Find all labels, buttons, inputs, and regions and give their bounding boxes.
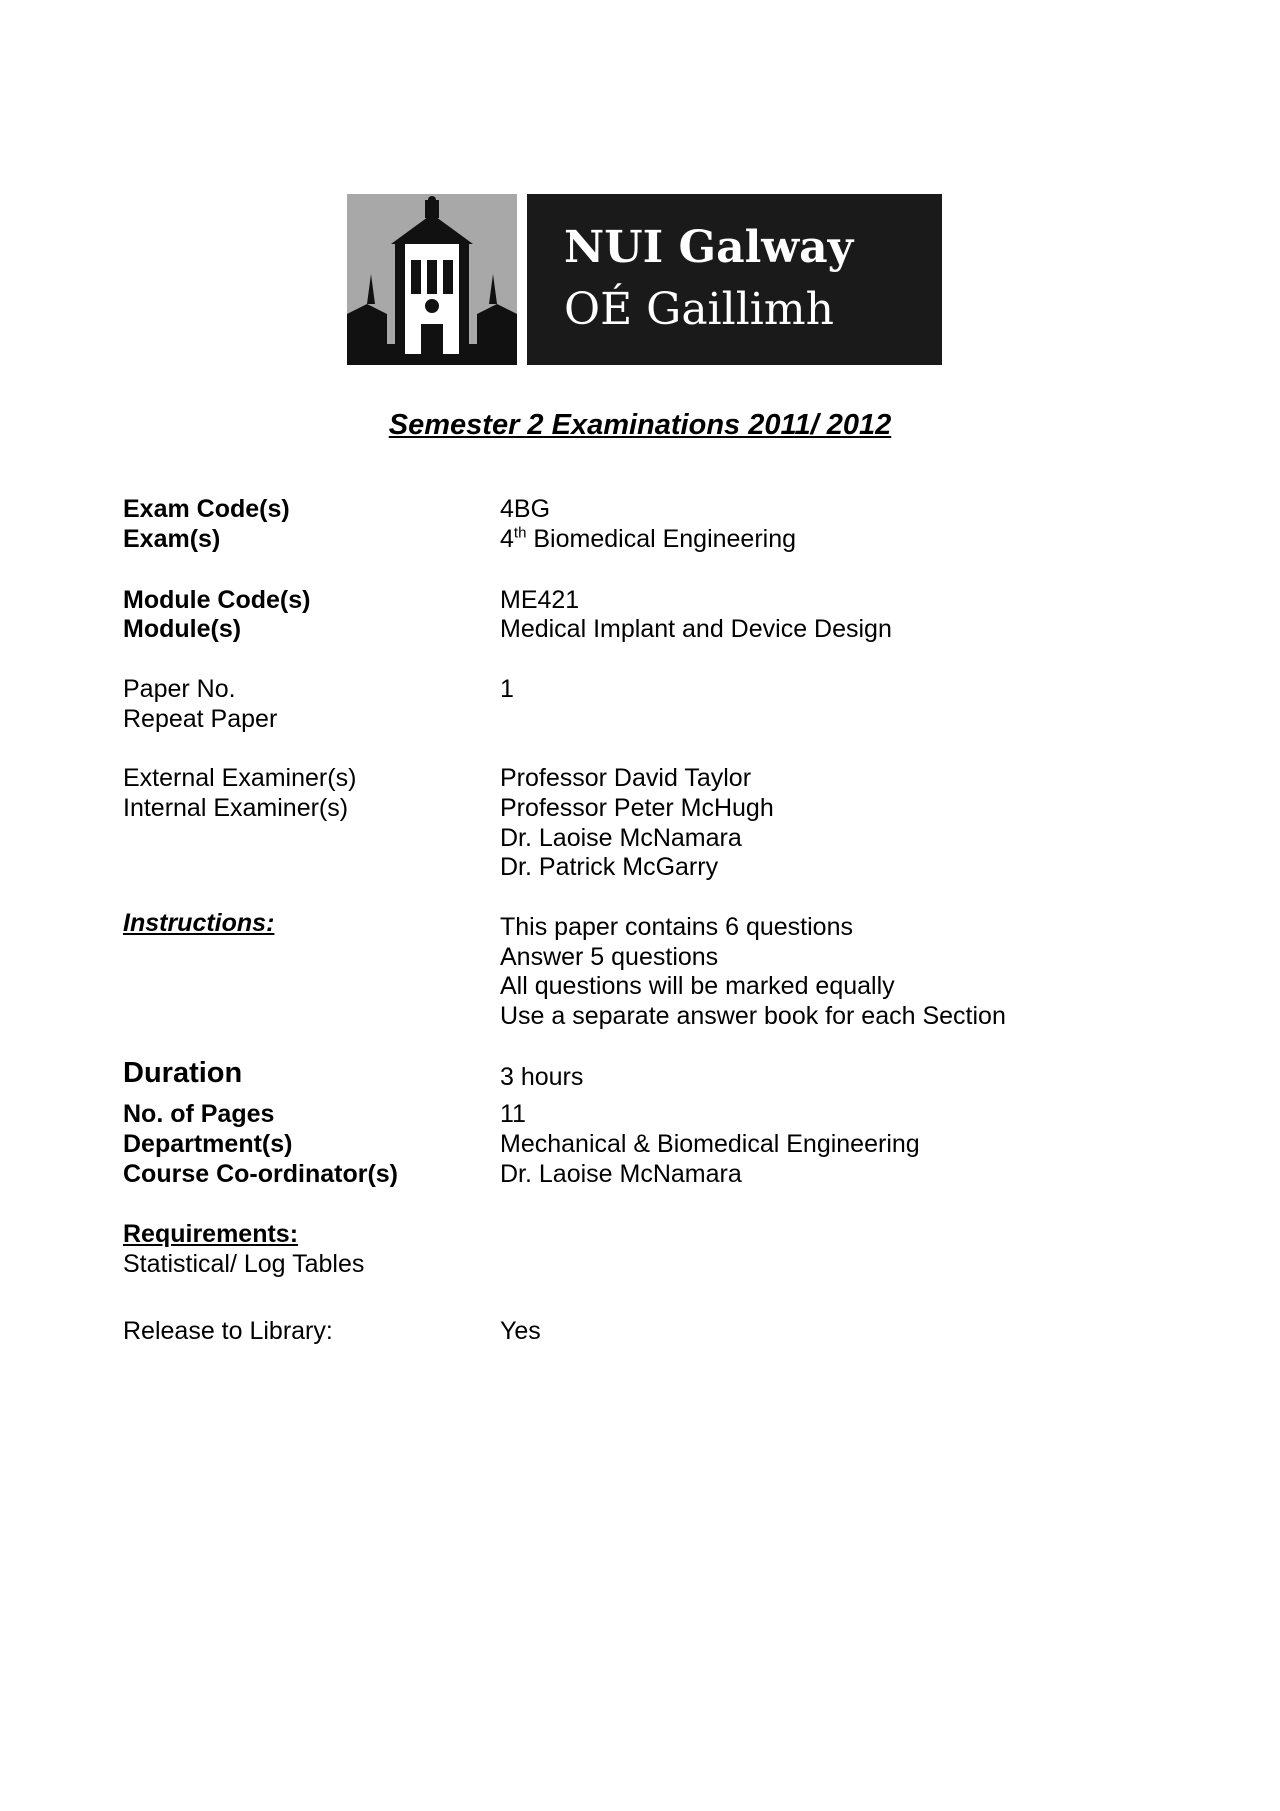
internal-examiner-2: Dr. Laoise McNamara	[500, 824, 742, 852]
module-codes-value: ME421	[500, 586, 580, 614]
exams-value	[500, 524, 796, 554]
course-coordinators-value: Dr. Laoise McNamara	[500, 1160, 742, 1188]
instruction-2: Answer 5 questions	[500, 943, 719, 971]
internal-examiner-1: Professor Peter McHugh	[500, 794, 774, 822]
instruction-4: Use a separate answer book for each Section	[500, 1002, 1006, 1030]
requirements-value: Statistical/ Log Tables	[123, 1250, 365, 1278]
paper-no-value: 1	[500, 675, 514, 703]
repeat-paper-label: Repeat Paper	[123, 705, 278, 733]
page-title: Semester 2 Examinations 2011/ 2012	[388, 409, 892, 441]
logo-line-2: OÉ Gaillimh	[564, 284, 834, 335]
requirements-label: Requirements:	[123, 1220, 299, 1248]
instruction-1: This paper contains 6 questions	[500, 913, 853, 941]
duration-label: Duration	[123, 1057, 243, 1089]
instruction-3: All questions will be marked equally	[500, 972, 895, 1000]
duration-value: 3 hours	[500, 1063, 584, 1091]
exams-value-number: 4	[500, 525, 514, 553]
exam-codes-value: 4BG	[500, 495, 551, 523]
exams-value-ordinal: th	[513, 524, 527, 542]
paper-no-label: Paper No.	[123, 675, 236, 703]
instructions-label: Instructions:	[123, 909, 275, 937]
tower-emblem-icon	[347, 194, 517, 365]
no-of-pages-value: 11	[500, 1100, 526, 1128]
internal-examiners-label: Internal Examiner(s)	[123, 794, 349, 822]
university-logo	[347, 194, 942, 365]
external-examiners-value: Professor David Taylor	[500, 764, 752, 792]
no-of-pages-label: No. of Pages	[123, 1100, 275, 1128]
departments-label: Department(s)	[123, 1130, 293, 1158]
exams-label: Exam(s)	[123, 525, 221, 553]
module-codes-label: Module Code(s)	[123, 586, 311, 614]
exams-value-rest: Biomedical Engineering	[526, 525, 797, 553]
modules-value: Medical Implant and Device Design	[500, 615, 892, 643]
departments-value: Mechanical & Biomedical Engineering	[500, 1130, 920, 1158]
exam-codes-label: Exam Code(s)	[123, 495, 290, 523]
release-to-library-value: Yes	[500, 1317, 541, 1345]
internal-examiner-3: Dr. Patrick McGarry	[500, 853, 719, 881]
course-coordinators-label: Course Co-ordinator(s)	[123, 1160, 398, 1188]
logo-wordmark	[527, 194, 942, 365]
logo-line-1: NUI Galway	[564, 222, 854, 273]
external-examiners-label: External Examiner(s)	[123, 764, 357, 792]
modules-label: Module(s)	[123, 615, 242, 643]
release-to-library-label: Release to Library:	[123, 1317, 333, 1345]
